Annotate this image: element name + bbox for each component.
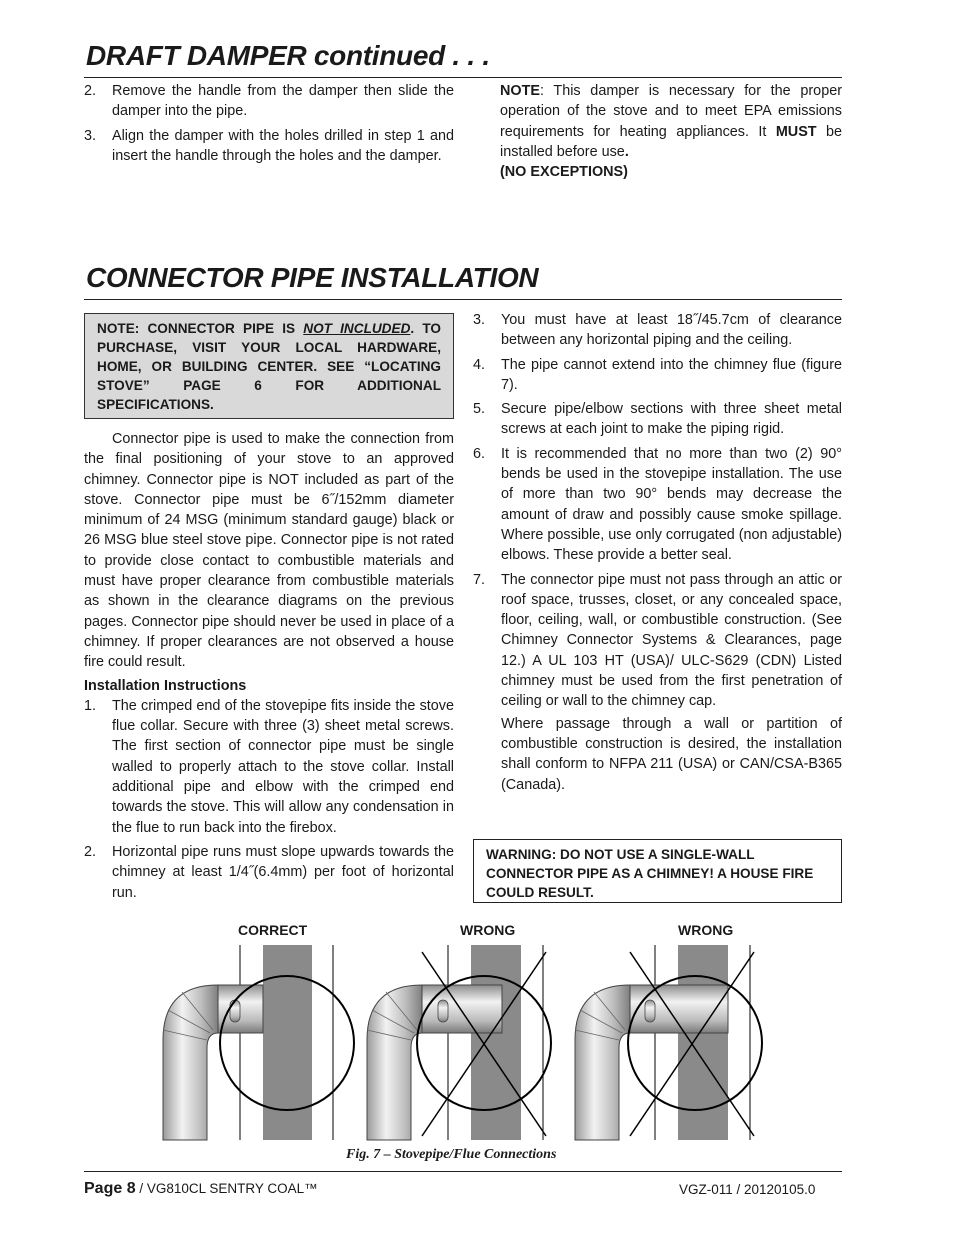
figure-label-wrong: WRONG <box>678 922 734 938</box>
model-name: / VG810CL SENTRY COAL™ <box>135 1181 318 1196</box>
list-item: 3. Align the damper with the holes drilled in step 1 and insert the handle through the holes and the damper. <box>84 127 454 164</box>
list-item: 1. The crimped end of the stovepipe fits inside the stove flue collar. Secure with three (3) sheet metal screws. The first section of connector pipe must be single walled to properly attach to the stove collar. Install additional pipe and elbow with the crimped end towards the stove. This will allow any condensation in the flue to run back into the firebox. <box>84 697 454 836</box>
horizontal-pipe <box>218 985 263 1033</box>
pipe-elbow <box>575 985 630 1140</box>
footer-rule <box>84 1171 842 1172</box>
stovepipe-flue-diagram <box>150 940 870 1145</box>
not-included-note-box: NOTE: CONNECTOR PIPE IS NOT INCLUDED. TO PURCHASE, VISIT YOUR LOCAL HARDWARE, HOME, OR BUILDING CENTER. SEE “LOCATING STOVE” PAGE 6 FOR ADDITIONAL SPECIFICATIONS. <box>84 313 454 419</box>
no-exceptions: (NO EXCEPTIONS) <box>500 164 628 181</box>
left-column <box>84 429 454 907</box>
pipe-elbow <box>163 985 218 1140</box>
list-item: 5. Secure pipe/elbow sections with three sheet metal screws at each joint to make the piping rigid. <box>473 401 842 438</box>
figure-label-correct: CORRECT <box>238 922 308 938</box>
diagram-wrong-1 <box>367 945 551 1140</box>
connector-pipe-title: CONNECTOR PIPE INSTALLATION <box>86 262 539 293</box>
horizontal-pipe <box>422 985 502 1033</box>
figure-label-wrong: WRONG <box>460 922 516 938</box>
chimney-flue <box>678 945 728 1140</box>
list-item: 2. Remove the handle from the damper then slide the damper into the pipe. <box>84 83 454 120</box>
item-7-continuation: Where passage through a wall or partition of combustible construction is desired, the installation shall conform to NFPA 211 (USA) or CAN/CSA-B365 (Canada). <box>501 715 842 793</box>
draft-damper-title: DRAFT DAMPER continued . . . <box>86 40 490 71</box>
title-rule <box>84 77 842 78</box>
list-item: 7. The connector pipe must not pass through an attic or roof space, trusses, closet, or any concealed space, floor, ceiling, wall, or combustible construction. (See Chimney Connector Systems & Clearances, page 12.) A UL 103 HT (USA)/ ULC-S629 (CDN) Listed chimney must be used from the first penetration of ceiling or wall to the chimney cap. <box>473 571 842 710</box>
diagram-wrong-2 <box>575 945 762 1140</box>
warning-box: WARNING: DO NOT USE A SINGLE-WALL CONNECTOR PIPE AS A CHIMNEY! A HOUSE FIRE COULD RESULT. <box>473 839 842 903</box>
connector-intro-paragraph: Connector pipe is used to make the connection from the final positioning of your stove to an approved chimney. Connector pipe is NOT included as part of the stove. Connector pipe must be 6˝/152mm diameter minimum of 24 MSG (minimum standard gauge) black or 26 MSG blue steel stove pipe. Connector pipe is not rated to provide close contact to combustible materials and must have proper clearance from combustible materials as shown in the clearance diagrams on the previous pages. Connector pipe should never be used in place of a chimney. If proper clearances are not observed a house fire could result. <box>84 431 454 671</box>
footer-page-info <box>84 1180 318 1198</box>
figure-caption: Fig. 7 – Stovepipe/Flue Connections <box>346 1147 557 1162</box>
list-item: 6. It is recommended that no more than two (2) 90° bends be used in the stovepipe installation. The use of more than two 90° bends may decrease the amount of draw and possibly cause smoke spillage. Where possible, use only corrugated (non adjustable) elbows. These provide a better seal. <box>473 445 842 564</box>
diagram-correct <box>163 945 354 1140</box>
list-item: 2. Horizontal pipe runs must slope upwards towards the chimney at least 1/4˝(6.4mm) per foot of horizontal run. <box>84 843 454 901</box>
installation-instructions-heading: Installation Instructions <box>84 677 247 694</box>
page-number: Page 8 <box>84 1180 136 1197</box>
right-column <box>473 310 842 799</box>
footer-doc-id: VGZ-011 / 20120105.0 <box>679 1182 816 1197</box>
list-item: 4. The pipe cannot extend into the chimney flue (figure 7). <box>473 356 842 393</box>
draft-damper-note: NOTE: This damper is necessary for the proper operation of the stove and to meet EPA emissions requirements for heating appliances. It MUST be installed before use. (NO EXCEPTIONS) <box>500 83 843 181</box>
title-rule <box>84 299 842 300</box>
pipe-elbow <box>367 985 422 1140</box>
list-item: 3. You must have at least 18˝/45.7cm of clearance between any horizontal piping and the ceiling. <box>473 312 842 349</box>
draft-damper-list <box>84 81 454 170</box>
